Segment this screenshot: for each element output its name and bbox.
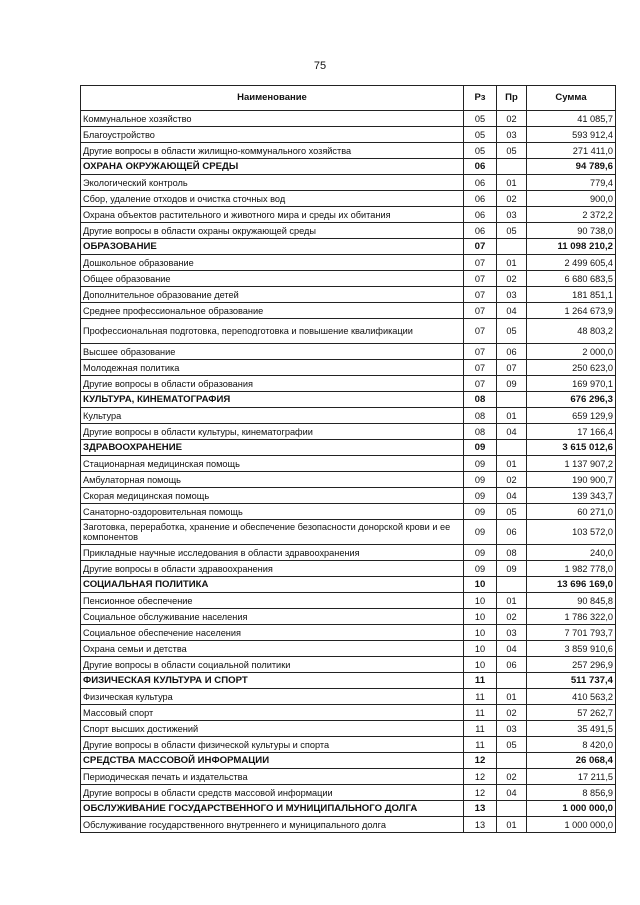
row-rz-code: 07 (464, 239, 497, 255)
row-pr-code: 04 (497, 785, 527, 801)
table-row (81, 287, 616, 303)
row-pr-code (497, 673, 527, 689)
row-pr-code: 03 (497, 625, 527, 641)
row-rz-code: 05 (464, 143, 497, 159)
row-sum: 7 701 793,7 (527, 625, 616, 641)
row-name: Скорая медицинская помощь (81, 488, 464, 504)
row-sum: 1 786 322,0 (527, 609, 616, 625)
page-number: 75 (313, 60, 327, 72)
row-sum: 2 372,2 (527, 207, 616, 223)
table-row (81, 143, 616, 159)
row-sum: 659 129,9 (527, 408, 616, 424)
row-name: Молодежная политика (81, 360, 464, 376)
table-row (81, 303, 616, 319)
row-rz-code: 06 (464, 207, 497, 223)
row-rz-code: 07 (464, 255, 497, 271)
row-pr-code: 03 (497, 287, 527, 303)
row-rz-code: 09 (464, 488, 497, 504)
row-name: ЗДРАВООХРАНЕНИЕ (81, 440, 464, 456)
row-name: Спорт высших достижений (81, 721, 464, 737)
row-name: Другие вопросы в области охраны окружающей среды (81, 223, 464, 239)
section-row (81, 753, 616, 769)
row-pr-code: 09 (497, 376, 527, 392)
table-row (81, 456, 616, 472)
row-pr-code: 07 (497, 360, 527, 376)
row-name: Обслуживание государственного внутреннего и муниципального долга (81, 817, 464, 833)
row-sum: 410 563,2 (527, 689, 616, 705)
row-sum: 2 000,0 (527, 344, 616, 360)
row-rz-code: 10 (464, 609, 497, 625)
row-pr-code: 05 (497, 737, 527, 753)
table-header (81, 86, 616, 111)
row-name: Социальное обслуживание населения (81, 609, 464, 625)
row-rz-code: 10 (464, 657, 497, 673)
row-name: Пенсионное обеспечение (81, 593, 464, 609)
row-sum: 17 211,5 (527, 769, 616, 785)
row-pr-code: 04 (497, 424, 527, 440)
row-pr-code: 02 (497, 191, 527, 207)
row-name: Другие вопросы в области образования (81, 376, 464, 392)
section-row (81, 577, 616, 593)
column-header-rz: Рз (464, 86, 497, 111)
row-rz-code: 10 (464, 577, 497, 593)
row-sum: 60 271,0 (527, 504, 616, 520)
row-name: Дополнительное образование детей (81, 287, 464, 303)
table-row (81, 207, 616, 223)
row-sum: 35 491,5 (527, 721, 616, 737)
row-sum: 181 851,1 (527, 287, 616, 303)
row-pr-code (497, 801, 527, 817)
row-rz-code: 05 (464, 127, 497, 143)
row-pr-code: 04 (497, 303, 527, 319)
budget-table (80, 85, 616, 833)
table-row (81, 271, 616, 287)
section-row (81, 392, 616, 408)
row-pr-code (497, 577, 527, 593)
row-rz-code: 12 (464, 769, 497, 785)
row-sum: 41 085,7 (527, 111, 616, 127)
row-sum: 1 000 000,0 (527, 817, 616, 833)
row-sum: 1 137 907,2 (527, 456, 616, 472)
table-row (81, 721, 616, 737)
row-pr-code: 05 (497, 504, 527, 520)
section-row (81, 159, 616, 175)
row-name: ОБСЛУЖИВАНИЕ ГОСУДАРСТВЕННОГО И МУНИЦИПАЛЬНОГО ДОЛГА (81, 801, 464, 817)
row-name: Другие вопросы в области культуры, кинематографии (81, 424, 464, 440)
table-row (81, 344, 616, 360)
row-sum: 17 166,4 (527, 424, 616, 440)
row-rz-code: 11 (464, 705, 497, 721)
table-row (81, 769, 616, 785)
row-name: Другие вопросы в области жилищно-коммунального хозяйства (81, 143, 464, 159)
row-sum: 8 856,9 (527, 785, 616, 801)
row-sum: 8 420,0 (527, 737, 616, 753)
row-name: СОЦИАЛЬНАЯ ПОЛИТИКА (81, 577, 464, 593)
row-rz-code: 12 (464, 753, 497, 769)
row-rz-code: 09 (464, 472, 497, 488)
table-row (81, 689, 616, 705)
row-sum: 240,0 (527, 545, 616, 561)
row-name: Другие вопросы в области физической культуры и спорта (81, 737, 464, 753)
row-rz-code: 07 (464, 287, 497, 303)
row-pr-code (497, 239, 527, 255)
row-pr-code: 03 (497, 721, 527, 737)
row-pr-code: 01 (497, 456, 527, 472)
row-name: Заготовка, переработка, хранение и обеспечение безопасности донорской крови и ее компонентов (81, 520, 464, 545)
row-rz-code: 07 (464, 344, 497, 360)
row-pr-code: 09 (497, 561, 527, 577)
row-pr-code: 02 (497, 111, 527, 127)
table-row (81, 255, 616, 271)
row-rz-code: 11 (464, 673, 497, 689)
table-row (81, 376, 616, 392)
row-name: Амбулаторная помощь (81, 472, 464, 488)
table-row (81, 504, 616, 520)
row-sum: 900,0 (527, 191, 616, 207)
row-pr-code: 01 (497, 689, 527, 705)
row-sum: 593 912,4 (527, 127, 616, 143)
row-pr-code (497, 440, 527, 456)
table-row (81, 488, 616, 504)
row-rz-code: 13 (464, 801, 497, 817)
row-sum: 57 262,7 (527, 705, 616, 721)
row-sum: 90 845,8 (527, 593, 616, 609)
table-row (81, 319, 616, 344)
row-pr-code: 03 (497, 127, 527, 143)
table-row (81, 223, 616, 239)
row-name: ФИЗИЧЕСКАЯ КУЛЬТУРА И СПОРТ (81, 673, 464, 689)
row-name: Стационарная медицинская помощь (81, 456, 464, 472)
row-name: СРЕДСТВА МАССОВОЙ ИНФОРМАЦИИ (81, 753, 464, 769)
row-name: Благоустройство (81, 127, 464, 143)
row-rz-code: 11 (464, 721, 497, 737)
column-header-sum: Сумма (527, 86, 616, 111)
row-pr-code: 04 (497, 641, 527, 657)
table-row (81, 609, 616, 625)
row-pr-code: 01 (497, 817, 527, 833)
row-pr-code (497, 159, 527, 175)
row-name: Экологический контроль (81, 175, 464, 191)
row-sum: 11 098 210,2 (527, 239, 616, 255)
row-sum: 90 738,0 (527, 223, 616, 239)
row-name: ОБРАЗОВАНИЕ (81, 239, 464, 255)
row-pr-code: 02 (497, 769, 527, 785)
row-pr-code: 01 (497, 593, 527, 609)
row-sum: 169 970,1 (527, 376, 616, 392)
row-pr-code: 05 (497, 223, 527, 239)
row-sum: 676 296,3 (527, 392, 616, 408)
row-rz-code: 09 (464, 520, 497, 545)
row-name: Другие вопросы в области социальной политики (81, 657, 464, 673)
row-rz-code: 06 (464, 191, 497, 207)
row-name: Физическая культура (81, 689, 464, 705)
row-name: Общее образование (81, 271, 464, 287)
row-pr-code: 03 (497, 207, 527, 223)
row-pr-code: 06 (497, 520, 527, 545)
row-sum: 26 068,4 (527, 753, 616, 769)
row-sum: 3 859 910,6 (527, 641, 616, 657)
table-row (81, 705, 616, 721)
row-pr-code (497, 392, 527, 408)
row-name: Охрана объектов растительного и животного мира и среды их обитания (81, 207, 464, 223)
row-pr-code: 02 (497, 472, 527, 488)
row-name: Другие вопросы в области здравоохранения (81, 561, 464, 577)
row-name: Среднее профессиональное образование (81, 303, 464, 319)
column-header-name: Наименование (81, 86, 464, 111)
row-rz-code: 07 (464, 271, 497, 287)
row-rz-code: 08 (464, 408, 497, 424)
row-name: Высшее образование (81, 344, 464, 360)
table-row (81, 424, 616, 440)
row-rz-code: 08 (464, 392, 497, 408)
row-rz-code: 08 (464, 424, 497, 440)
row-pr-code: 01 (497, 255, 527, 271)
row-sum: 1 982 778,0 (527, 561, 616, 577)
row-sum: 779,4 (527, 175, 616, 191)
row-sum: 2 499 605,4 (527, 255, 616, 271)
section-row (81, 673, 616, 689)
table-row (81, 785, 616, 801)
row-sum: 257 296,9 (527, 657, 616, 673)
table-row (81, 641, 616, 657)
row-rz-code: 06 (464, 223, 497, 239)
row-pr-code: 02 (497, 271, 527, 287)
row-rz-code: 05 (464, 111, 497, 127)
row-sum: 13 696 169,0 (527, 577, 616, 593)
row-rz-code: 09 (464, 545, 497, 561)
section-row (81, 801, 616, 817)
row-sum: 103 572,0 (527, 520, 616, 545)
row-rz-code: 09 (464, 440, 497, 456)
row-name: Культура (81, 408, 464, 424)
row-pr-code: 06 (497, 657, 527, 673)
table-row (81, 657, 616, 673)
row-pr-code: 01 (497, 408, 527, 424)
row-pr-code: 02 (497, 609, 527, 625)
table-row (81, 737, 616, 753)
row-rz-code: 07 (464, 319, 497, 344)
row-sum: 48 803,2 (527, 319, 616, 344)
row-name: ОХРАНА ОКРУЖАЮЩЕЙ СРЕДЫ (81, 159, 464, 175)
row-sum: 6 680 683,5 (527, 271, 616, 287)
row-name: Массовый спорт (81, 705, 464, 721)
table-row (81, 520, 616, 545)
row-name: Прикладные научные исследования в области здравоохранения (81, 545, 464, 561)
row-rz-code: 11 (464, 737, 497, 753)
row-sum: 190 900,7 (527, 472, 616, 488)
row-pr-code: 02 (497, 705, 527, 721)
row-rz-code: 09 (464, 456, 497, 472)
table-row (81, 111, 616, 127)
row-pr-code: 08 (497, 545, 527, 561)
row-rz-code: 06 (464, 175, 497, 191)
table-row (81, 127, 616, 143)
column-header-pr: Пр (497, 86, 527, 111)
row-rz-code: 12 (464, 785, 497, 801)
table-row (81, 625, 616, 641)
section-row (81, 239, 616, 255)
row-rz-code: 06 (464, 159, 497, 175)
table-row (81, 408, 616, 424)
table-row (81, 191, 616, 207)
row-sum: 271 411,0 (527, 143, 616, 159)
row-rz-code: 10 (464, 593, 497, 609)
row-pr-code: 06 (497, 344, 527, 360)
row-rz-code: 09 (464, 504, 497, 520)
row-rz-code: 10 (464, 625, 497, 641)
row-sum: 139 343,7 (527, 488, 616, 504)
row-name: Другие вопросы в области средств массовой информации (81, 785, 464, 801)
row-sum: 250 623,0 (527, 360, 616, 376)
row-pr-code: 01 (497, 175, 527, 191)
row-rz-code: 10 (464, 641, 497, 657)
row-name: Социальное обеспечение населения (81, 625, 464, 641)
row-name: Дошкольное образование (81, 255, 464, 271)
row-name: Профессиональная подготовка, переподготовка и повышение квалификации (81, 319, 464, 344)
row-name: Охрана семьи и детства (81, 641, 464, 657)
table-row (81, 472, 616, 488)
table-row (81, 360, 616, 376)
table-row (81, 817, 616, 833)
row-rz-code: 09 (464, 561, 497, 577)
row-rz-code: 13 (464, 817, 497, 833)
row-pr-code: 04 (497, 488, 527, 504)
row-name: Сбор, удаление отходов и очистка сточных вод (81, 191, 464, 207)
row-rz-code: 11 (464, 689, 497, 705)
row-pr-code: 05 (497, 143, 527, 159)
row-name: Санаторно-оздоровительная помощь (81, 504, 464, 520)
row-name: Коммунальное хозяйство (81, 111, 464, 127)
row-sum: 3 615 012,6 (527, 440, 616, 456)
table-row (81, 175, 616, 191)
table-body (81, 111, 616, 833)
row-pr-code (497, 753, 527, 769)
row-pr-code: 05 (497, 319, 527, 344)
row-rz-code: 07 (464, 303, 497, 319)
header-row (81, 86, 616, 111)
row-name: КУЛЬТУРА, КИНЕМАТОГРАФИЯ (81, 392, 464, 408)
section-row (81, 440, 616, 456)
row-sum: 1 264 673,9 (527, 303, 616, 319)
row-rz-code: 07 (464, 376, 497, 392)
row-sum: 94 789,6 (527, 159, 616, 175)
table-row (81, 561, 616, 577)
row-name: Периодическая печать и издательства (81, 769, 464, 785)
row-sum: 1 000 000,0 (527, 801, 616, 817)
table-row (81, 545, 616, 561)
row-rz-code: 07 (464, 360, 497, 376)
table-row (81, 593, 616, 609)
row-sum: 511 737,4 (527, 673, 616, 689)
